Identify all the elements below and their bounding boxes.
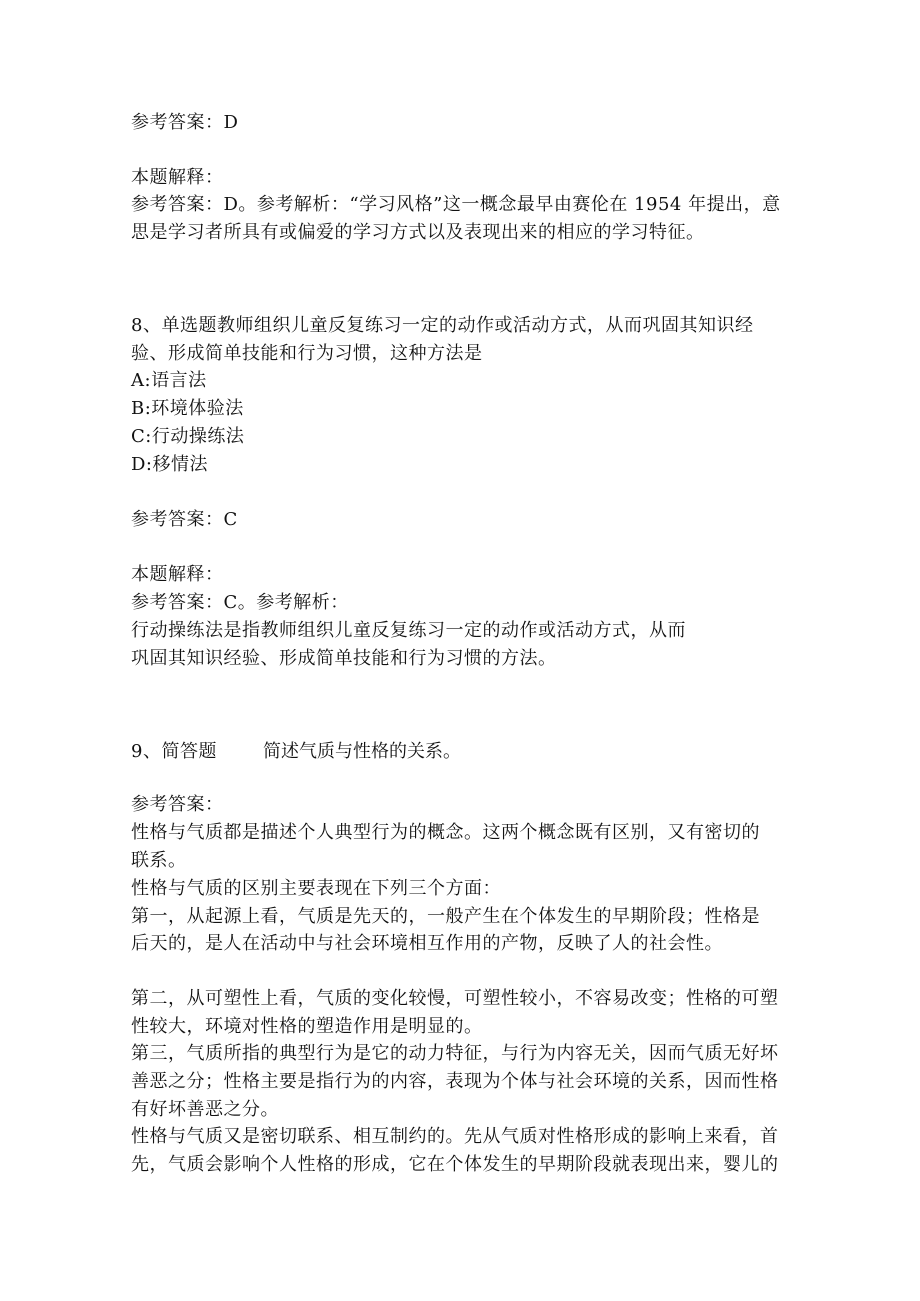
q9-body-line: 善恶之分；性格主要是指行为的内容，表现为个体与社会环境的关系，因而性格 bbox=[131, 1071, 779, 1092]
q8-option-d: D:移情法 bbox=[131, 454, 208, 475]
q9-body-line: 性格与气质又是密切联系、相互制约的。先从气质对性格形成的影响上来看，首 bbox=[131, 1126, 779, 1147]
q8-explain-line: 巩固其知识经验、形成简单技能和行为习惯的方法。 bbox=[131, 648, 557, 669]
q9-label: 9、简答题 bbox=[131, 741, 217, 762]
q9-body-line: 联系。 bbox=[131, 850, 187, 871]
q8-question-line: 验、形成简单技能和行为习惯，这种方法是 bbox=[131, 343, 483, 364]
q9-body-line: 先，气质会影响个人性格的形成，它在个体发生的早期阶段就表现出来，婴儿的 bbox=[131, 1154, 779, 1175]
q9-body-line: 第二，从可塑性上看，气质的变化较慢，可塑性较小，不容易改变；性格的可塑 bbox=[131, 988, 779, 1009]
q8-explain-line: 参考答案：C。参考解析： bbox=[131, 592, 349, 613]
q9-body-line: 性较大，环境对性格的塑造作用是明显的。 bbox=[131, 1016, 483, 1037]
q9-question: 简述气质与性格的关系。 bbox=[263, 741, 461, 762]
q8-question-line: 8、单选题教师组织儿童反复练习一定的动作或活动方式，从而巩固其知识经 bbox=[131, 315, 754, 336]
q7-explain-line: 思是学习者所具有或偏爱的学习方式以及表现出来的相应的学习特征。 bbox=[131, 222, 705, 243]
q9-body-line: 后天的，是人在活动中与社会环境相互作用的产物，反映了人的社会性。 bbox=[131, 933, 723, 954]
q9-answer-label: 参考答案： bbox=[131, 794, 224, 815]
q7-answer: 参考答案：D bbox=[131, 112, 239, 133]
q9-body-line: 有好坏善恶之分。 bbox=[131, 1099, 279, 1120]
q8-answer: 参考答案：C bbox=[131, 509, 238, 530]
q9-body-line: 第一，从起源上看，气质是先天的，一般产生在个体发生的早期阶段；性格是 bbox=[131, 906, 760, 927]
q8-explain-line: 行动操练法是指教师组织儿童反复练习一定的动作或活动方式，从而 bbox=[131, 620, 686, 641]
q9-body-line: 性格与气质的区别主要表现在下列三个方面： bbox=[131, 878, 501, 899]
q7-explain-line: 参考答案：D。参考解析：“学习风格”这一概念最早由赛伦在 1954 年提出，意 bbox=[131, 194, 781, 215]
q9-body-line: 性格与气质都是描述个人典型行为的概念。这两个概念既有区别，又有密切的 bbox=[131, 822, 760, 843]
q8-explain-label: 本题解释： bbox=[131, 564, 224, 585]
q8-option-a: A:语言法 bbox=[131, 370, 207, 391]
q9-body-line: 第三，气质所指的典型行为是它的动力特征，与行为内容无关，因而气质无好坏 bbox=[131, 1043, 779, 1064]
q7-explain-label: 本题解释： bbox=[131, 167, 224, 188]
q8-option-c: C:行动操练法 bbox=[131, 426, 245, 447]
q8-option-b: B:环境体验法 bbox=[131, 398, 244, 419]
